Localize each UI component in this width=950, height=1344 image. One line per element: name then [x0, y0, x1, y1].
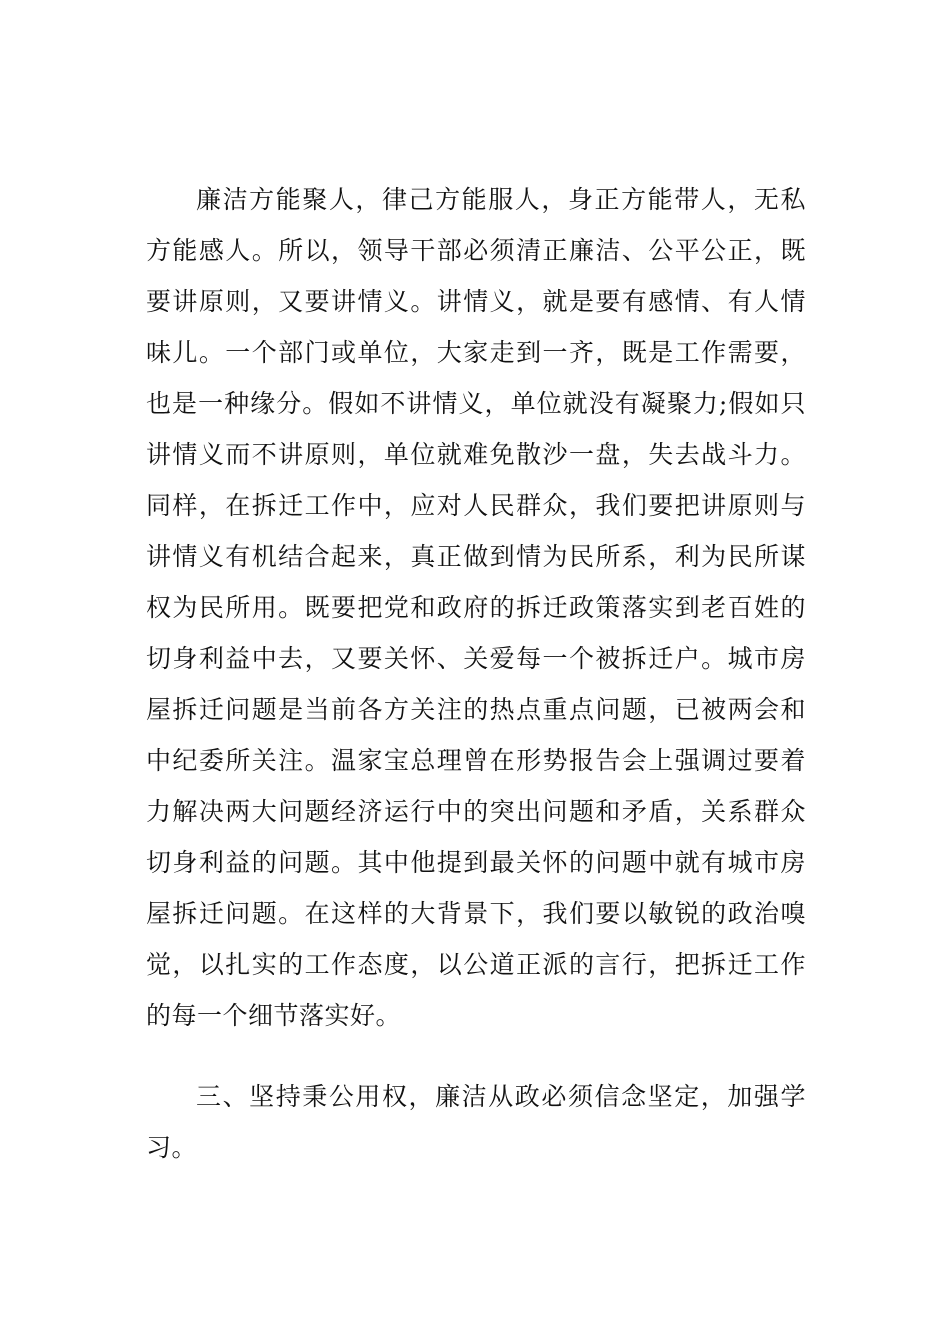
section-heading-paragraph: 三、坚持秉公用权，廉洁从政必须信念坚定，加强学习。	[146, 1082, 806, 1162]
body-paragraph: 廉洁方能聚人，律己方能服人，身正方能带人，无私方能感人。所以，领导干部必须清正廉洁、公平公正，既要讲原则，又要讲情义。讲情义，就是要有感情、有人情味儿。一个部门或单位，大家走到一齐，既是工作需要，也是一种缘分。假如不讲情义，单位就没有凝聚力;假如只讲情义而不讲原则，单位就难免散沙一盘，失去战斗力。同样，在拆迁工作中，应对人民群众，我们要把讲原则与讲情义有机结合起来，真正做到情为民所系，利为民所谋权为民所用。既要把党和政府的拆迁政策落实到老百姓的切身利益中去，又要关怀、关爱每一个被拆迁户。城市房屋拆迁问题是当前各方关注的热点重点问题，已被两会和中纪委所关注。温家宝总理曾在形势报告会上强调过要着力解决两大问题经济运行中的突出问题和矛盾，关系群众切身利益的问题。其中他提到最关怀的问题中就有城市房屋拆迁问题。在这样的大背景下，我们要以敏锐的政治嗅觉，以扎实的工作态度，以公道正派的言行，把拆迁工作的每一个细节落实好。	[146, 185, 806, 1030]
